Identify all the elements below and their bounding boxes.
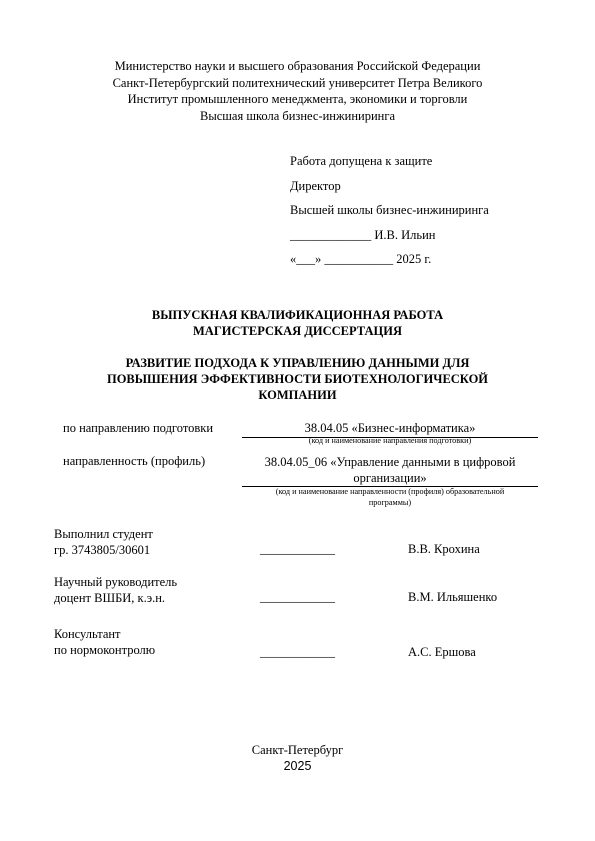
- supervisor-role: [54, 574, 177, 606]
- work-type: [0, 307, 595, 339]
- supervisor-position: доцент ВШБИ, к.э.н.: [54, 591, 166, 605]
- direction-value: 38.04.05 «Бизнес-информатика»: [242, 421, 538, 438]
- school-line: Высшая школа бизнес-инжиниринга: [199, 108, 396, 123]
- topic-line3: КОМПАНИИ: [258, 388, 337, 402]
- institute-line: Институт промышленного менеджмента, экономики и торговли: [127, 92, 468, 106]
- consultant-signature-blank: ____________: [260, 645, 335, 659]
- work-type-line1: ВЫПУСКНАЯ КВАЛИФИКАЦИОННАЯ РАБОТА: [151, 308, 444, 322]
- approval-signature: _____________ И.В. Ильин: [290, 227, 436, 242]
- work-type-line2: МАГИСТЕРСКАЯ ДИССЕРТАЦИЯ: [193, 324, 402, 338]
- approval-admitted: Работа допущена к защите: [290, 154, 433, 168]
- direction-caption: (код и наименование направления подготовки): [308, 436, 472, 445]
- consultant-name: А.С. Ершова: [408, 645, 476, 659]
- student-signature-blank: ____________: [260, 542, 335, 556]
- thesis-topic: [0, 355, 595, 403]
- profile-value: [242, 454, 538, 487]
- supervisor-role-line1: Научный руководитель: [54, 575, 178, 589]
- consultant-role-line1: Консультант: [54, 627, 121, 641]
- topic-line1: РАЗВИТИЕ ПОДХОДА К УПРАВЛЕНИЮ ДАННЫМИ ДЛЯ: [125, 356, 470, 370]
- profile-label: направленность (профиль): [63, 454, 206, 468]
- student-role-line1: Выполнил студент: [54, 527, 153, 541]
- footer-city: Санкт-Петербург: [251, 743, 344, 757]
- ministry-line: Министерство науки и высшего образования Российской Федерации: [114, 59, 481, 73]
- consultant-role: [54, 626, 155, 658]
- approval-date: «___» ___________ 2025 г.: [290, 252, 432, 267]
- profile-caption-line2: программы): [368, 497, 412, 507]
- student-role: [54, 526, 153, 558]
- profile-value-line2: организации»: [353, 471, 427, 485]
- approval-school: Высшей школы бизнес-инжиниринга: [290, 203, 489, 218]
- profile-caption: [242, 487, 538, 508]
- direction-label: по направлению подготовки: [63, 421, 214, 435]
- topic-line2: ПОВЫШЕНИЯ ЭФФЕКТИВНОСТИ БИОТЕХНОЛОГИЧЕСКОЙ: [106, 372, 489, 386]
- profile-caption-line1: (код и наименование направленности (профиля) образовательной: [275, 487, 505, 496]
- profile-value-line1: 38.04.05_06 «Управление данными в цифровой: [264, 455, 516, 469]
- approval-director: Директор: [290, 178, 341, 193]
- ministry-header: [0, 58, 595, 124]
- footer-year: 2025: [283, 759, 312, 773]
- consultant-area: по нормоконтролю: [54, 643, 156, 657]
- student-name: В.В. Крохина: [408, 542, 480, 556]
- student-group: гр. 3743805/30601: [54, 543, 151, 557]
- university-line: Санкт-Петербургский политехнический университет Петра Великого: [112, 75, 483, 90]
- supervisor-signature-blank: ____________: [260, 590, 335, 604]
- supervisor-name: В.М. Ильяшенко: [408, 590, 498, 604]
- footer: [0, 742, 595, 774]
- approval-block: [290, 154, 489, 277]
